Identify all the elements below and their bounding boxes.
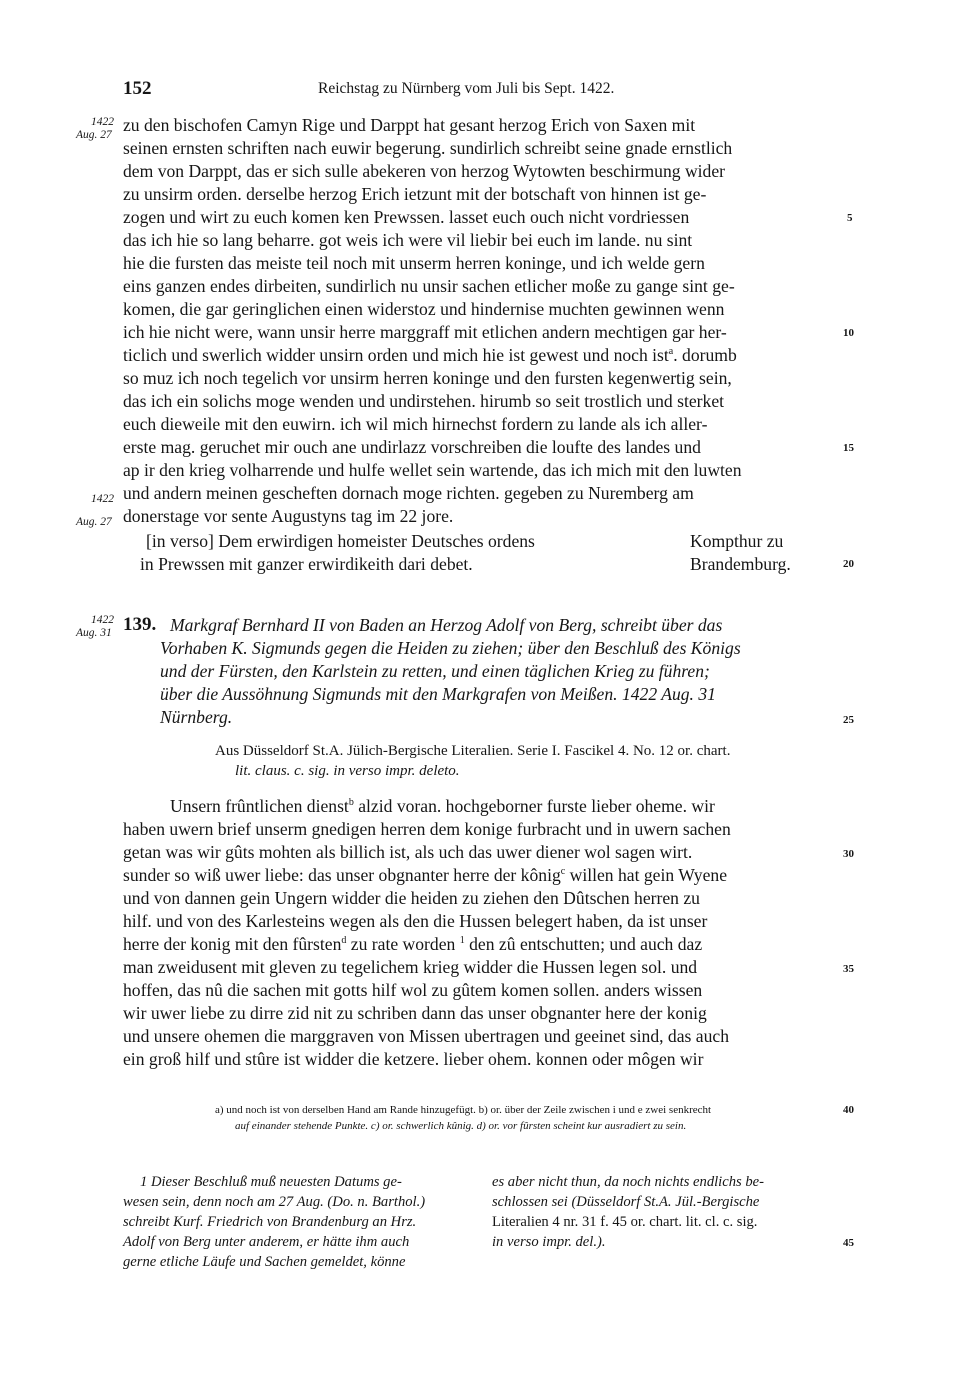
text-line: donerstage vor sente Augustyns tag im 22 jore.: [123, 506, 454, 526]
line-number: 45: [843, 1237, 854, 1249]
text-line: seinen ernsten schriften nach euwir begerung. sundirlich schreibt seine gnade ernstlich: [123, 138, 733, 158]
text-line: hilf. und von des Karlesteins wegen als den die Hussen belegert haben, da ist unser: [123, 911, 708, 931]
margin-date-day: Aug. 31: [76, 627, 112, 639]
text-line: das ich hie so lang beharre. got weis ich were vil liebir bei euch im lande. nu sint: [123, 230, 693, 250]
source-citation: lit. claus. c. sig. in verso impr. deleto.: [235, 763, 460, 779]
text-line: [123, 864, 727, 887]
margin-date-year: 1422: [91, 116, 114, 128]
footnote-line: Adolf von Berg unter anderem, er hätte ihm auch: [123, 1234, 410, 1250]
line-number: 40: [843, 1104, 854, 1116]
text-line: erste mag. geruchet mir ouch ane undirlazz vorschreiben die loufte des landes und: [123, 437, 701, 457]
line-number: 25: [843, 714, 854, 726]
variant-marker: b: [348, 797, 354, 809]
text-segment: willen hat gein Wyene: [565, 865, 728, 885]
regest-line: und der Fürsten, den Karlstein zu retten, und einen täglichen Krieg zu führen;: [160, 661, 710, 681]
regest-line: über die Aussöhnung Sigmunds mit den Markgrafen von Meißen. 1422 Aug. 31: [160, 684, 716, 704]
footnote-line: gerne etliche Läufe und Sachen gemeldet, könne: [123, 1254, 406, 1270]
text-line: ap ir den krieg volharrende und hulfe wellet sein wartende, das ich mich mit den luwten: [123, 460, 742, 480]
text-segment: herre der konig mit den fûrsten: [123, 934, 342, 954]
running-title: Reichstag zu Nürnberg vom Juli bis Sept. 1422.: [318, 80, 615, 97]
text-line: haben uwern brief unserm gnedigen herren dem konige furbracht und in uwern sachen: [123, 819, 731, 839]
page-number: 152: [123, 78, 152, 99]
footnote-line: es aber nicht thun, da noch nichts endlichs be-: [492, 1174, 764, 1190]
line-number: 30: [843, 848, 854, 860]
text-segment: den zû entschutten; und auch daz: [464, 934, 703, 954]
text-line: zu unsirm orden. derselbe herzog Erich ietzunt mit der botschaft von hinnen ist ge-: [123, 184, 707, 204]
text-line: dem von Darppt, das er sich sulle abekeren von herzog Wytowten beschirmung wider: [123, 161, 726, 181]
text-segment: . dorumb: [673, 345, 737, 365]
regest-line: Nürnberg.: [160, 707, 233, 727]
text-segment: alzid voran. hochgeborner furste lieber oheme. wir: [353, 796, 715, 816]
text-segment: Unsern frûntlichen dienst: [170, 796, 349, 816]
text-line: und von dannen gein Ungern widder die heiden zu ziehen den Dûtschen herren zu: [123, 888, 700, 908]
text-line: ich hie nicht were, wann unsir herre marggraff mit etlichen andern mechtigen gar her-: [123, 322, 727, 342]
source-citation: Aus Düsseldorf St.A. Jülich-Bergische Literalien. Serie I. Fascikel 4. No. 12 or. chart.: [215, 743, 731, 759]
text-segment: zu rate worden: [346, 934, 460, 954]
margin-date-day: Aug. 27: [76, 516, 112, 528]
variant-marker: a: [668, 346, 674, 358]
text-line: eins ganzen endes dirbeiten, sundirlich nu unsir sachen etlicher moße zu gange sint ge-: [123, 276, 735, 296]
text-line: und unsere ohemen die marggraven von Missen ubertragen und geeinet sind, das auch: [123, 1026, 729, 1046]
variant-marker: c: [560, 866, 566, 878]
text-line: zu den bischofen Camyn Rige und Darppt hat gesant herzog Erich von Saxen mit: [123, 115, 696, 135]
text-line: und andern meinen gescheften dornach moge richten. gegeben zu Nuremberg am: [123, 483, 694, 503]
footnote-line: in verso impr. del.).: [492, 1234, 606, 1250]
line-number: 10: [843, 327, 854, 339]
text-segment: sunder so wiß uwer liebe: das unser obgnanter herre der kônig: [123, 865, 561, 885]
text-line: wir uwer liebe zu dirre zid nit zu schriben dann das unser obgnanter here der konig: [123, 1003, 707, 1023]
text-line: euch dieweile mit den euwirn. ich wil mich hirnechst fordern zu lande als ich aller-: [123, 414, 708, 434]
text-line: ein groß hilf und stûre ist widder die ketzere. lieber ohem. konnen oder môgen wir: [123, 1049, 704, 1069]
text-line: komen, die gar geringlichen einen widerstoz und hindernise muchten gewinnen wenn: [123, 299, 725, 319]
line-number: 5: [847, 212, 853, 224]
footnote-marker: 1: [459, 935, 465, 947]
address-line: [in verso] Dem erwirdigen homeister Deutsches ordens: [146, 531, 535, 551]
text-line: [170, 795, 715, 818]
address-line: in Prewssen mit ganzer erwirdikeith dari debet.: [140, 554, 473, 574]
text-line: [123, 933, 702, 956]
text-line: das ich ein solichs moge wenden und undirstehen. hirumb so seit trostlich und sterket: [123, 391, 725, 411]
text-line: man zweidusent mit gleven zu tegelichem krieg widder die Hussen legen sol. und: [123, 957, 698, 977]
line-number: 20: [843, 558, 854, 570]
document-number: 139.: [123, 614, 157, 635]
footnote-line: wesen sein, denn noch am 27 Aug. (Do. n. Barthol.): [123, 1194, 426, 1210]
text-line: getan was wir gûts mohten als billich ist, als uch das uwer diener wol sagen wirt.: [123, 842, 693, 862]
regest-line: Vorhaben K. Sigmunds gegen die Heiden zu ziehen; über den Beschluß des Königs: [160, 638, 741, 658]
footnote-line: schlossen sei (Düsseldorf St.A. Jül.-Bergische: [492, 1194, 760, 1210]
footnote-line: 1 Dieser Beschluß muß neuesten Datums ge-: [140, 1174, 402, 1190]
text-line: zogen und wirt zu euch komen ken Prewssen. lasset euch ouch nicht vordriessen: [123, 207, 690, 227]
footnote-line: Literalien 4 nr. 31 f. 45 or. chart. lit. cl. c. sig.: [492, 1214, 758, 1230]
line-number: 15: [843, 442, 854, 454]
text-segment: ticlich und swerlich widder unsirn orden und mich hie ist gewest und noch ist: [123, 345, 669, 365]
text-line: hie die fursten das meiste teil noch mit unserm herren koninge, und ich welde gern: [123, 253, 705, 273]
regest-line: Markgraf Bernhard II von Baden an Herzog Adolf von Berg, schreibt über das: [170, 615, 723, 635]
footnote-line: schreibt Kurf. Friedrich von Brandenburg an Hrz.: [123, 1214, 417, 1230]
address-line: Brandemburg.: [690, 554, 791, 574]
variant-note: a) und noch ist von derselben Hand am Rande hinzugefügt. b) or. über der Zeile zwischen i und e zwei senkrecht: [215, 1104, 712, 1116]
text-line: so muz ich noch tegelich vor unsirm herren koninge und den fursten kegenwertig sein,: [123, 368, 732, 388]
text-line: hoffen, das nû die sachen mit gotts hilf wol zu gûtem komen sollen. anders wissen: [123, 980, 703, 1000]
text-line: [123, 344, 737, 367]
variant-note: auf einander stehende Punkte. c) or. schwerlich kûnig. d) or. vor fûrsten scheint kur ausradiert zu sein.: [235, 1120, 687, 1132]
margin-date-day: Aug. 27: [76, 129, 112, 141]
address-line: Kompthur zu: [690, 531, 784, 551]
variant-marker: d: [341, 935, 347, 947]
margin-date-year: 1422: [91, 614, 114, 626]
line-number: 35: [843, 963, 854, 975]
margin-date-year: 1422: [91, 493, 114, 505]
